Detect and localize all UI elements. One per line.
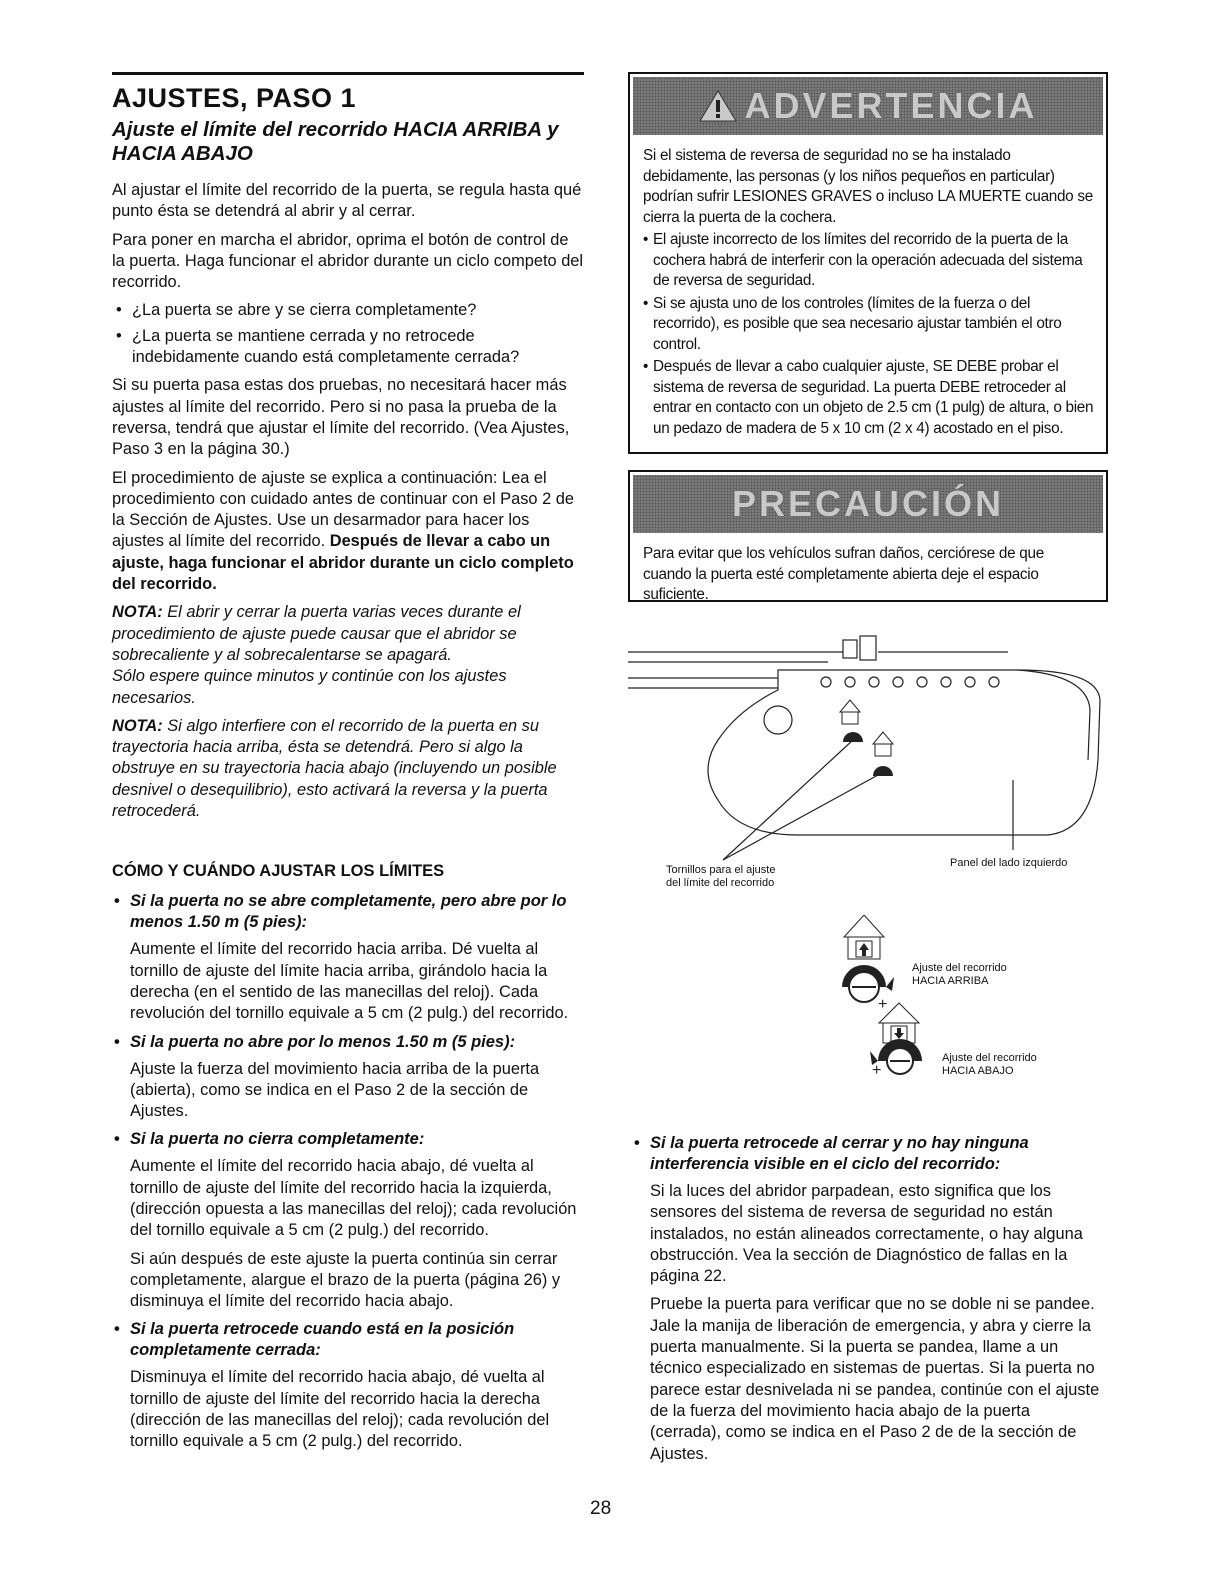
screws-label-line: Tornillos para el ajuste: [666, 864, 776, 876]
reverse-case-heading: • Si la puerta retrocede al cerrar y no hay ninguna interferencia visible en el ciclo del recorrido:: [632, 1133, 1102, 1175]
note-wait: Sólo espere quince minutos y continúe con los ajustes necesarios.: [112, 667, 507, 707]
section-title: AJUSTES, PASO 1: [112, 83, 357, 113]
up-arrow-house-icon: [844, 915, 884, 959]
procedure-paragraph: [112, 468, 584, 596]
warning-item: • Después de llevar a cabo cualquier ajuste, SE DEBE probar el sistema de reversa de seguridad. La puerta DEBE retroceder al entrar en contacto con un objeto de 2.5 cm (1 pulg) de altura, o bien un pedazo de madera de 5 x 10 cm (2 x 4) acostado en el piso.: [643, 357, 1094, 439]
screws-label: [666, 864, 775, 890]
question-item: • ¿La puerta se mantiene cerrada y no retrocede indebidamente cuando está completamente cerrada?: [112, 326, 584, 369]
right-text-block: [632, 1127, 1102, 1472]
svg-text:+: +: [878, 996, 888, 1013]
test-questions: [112, 300, 584, 368]
warning-triangle-icon: [698, 89, 738, 123]
down-label-line: Ajuste del recorrido: [942, 1052, 1037, 1064]
tests-paragraph: Si su puerta pasa estas dos pruebas, no necesitará hacer más ajustes al límite del recorrido. Pero si no pasa la prueba de la reversa, tendrá que ajustar el límite del recorrido. (Vea Ajustes, Paso 3 en la página 30.): [112, 376, 570, 459]
down-label-line: HACIA ABAJO: [942, 1065, 1014, 1077]
warning-box: [628, 72, 1108, 454]
case-heading: • Si la puerta no se abre completamente, pero abre por lo menos 1.50 m (5 pies):: [112, 891, 584, 933]
warning-item: • El ajuste incorrecto de los límites del recorrido de la puerta de la cochera habrá de interferir con la operación adecuada del sistema de reversa de seguridad.: [643, 230, 1094, 292]
note-interference: [112, 716, 584, 822]
note-text: Si algo interfiere con el recorrido de la puerta en su trayectoria hacia arriba, ésta se detendrá. Pero si algo la obstruye en su trayectoria hacia abajo (incluyendo un posible desnivel o desequilibrio), esto activará la reversa y la puerta retrocederá.: [112, 716, 557, 821]
case-heading: • Si la puerta no cierra completamente:: [112, 1129, 584, 1150]
adjust-icons: [834, 915, 944, 1075]
caution-body: [630, 536, 1106, 618]
warning-item: • Si se ajusta uno de los controles (límites de la fuerza o del recorrido), es posible que sea necesario ajustar también el otro control.: [643, 294, 1094, 356]
warning-title: ADVERTENCIA: [744, 85, 1038, 126]
panel-label: Panel del lado izquierdo: [950, 857, 1068, 869]
note-overheat: [112, 602, 584, 666]
case-text: Si aún después de este ajuste la puerta continúa sin cerrar completamente, alargue el brazo de la puerta (página 26) y disminuya el límite del recorrido hacia abajo.: [130, 1249, 561, 1311]
title-rule: [112, 72, 584, 75]
case-text: Disminuya el límite del recorrido hacia abajo, dé vuelta al tornillo de ajuste del límite del recorrido hacia la derecha (dirección de las manecillas del reloj); cada revolución del tornillo equivale a 5 cm (2 pulg.) del recorrido.: [130, 1368, 550, 1451]
page-number: 28: [590, 1498, 612, 1519]
caution-box: [628, 470, 1108, 602]
case-heading: • Si la puerta retrocede cuando está en la posición completamente cerrada:: [112, 1319, 584, 1361]
question-item: • ¿La puerta se abre y se cierra completamente?: [112, 300, 584, 321]
reverse-case-text: Pruebe la puerta para verificar que no se doble ni se pandee. Jale la manija de liberación de emergencia, y abra y cierre la puerta manualmente. Si la puerta se pandea, llame a un técnico especializado en sistemas de puertas. Si la puerta no parece estar desnivelada ni se pandea, continúe con el ajuste de la fuerza del movimiento hacia abajo de la puerta (cerrada), como se indica en el Paso 2 de de la sección de Ajustes.: [650, 1295, 1100, 1463]
up-adjust-label: [912, 962, 1007, 988]
down-adjust-label: [942, 1052, 1037, 1078]
screw-up-icon: [840, 700, 863, 742]
procedure-bold-text: Después de llevar a cabo un ajuste, haga funcionar el abridor durante un ciclo completo del recorrido.: [112, 532, 574, 594]
note-label: NOTA:: [112, 603, 163, 622]
operation-paragraph: Para poner en marcha el abridor, oprima el botón de control de la puerta. Haga funcionar el abridor durante un ciclo competo del recorrido.: [112, 230, 584, 292]
case-heading: • Si la puerta no abre por lo menos 1.50 m (5 pies):: [112, 1032, 584, 1053]
warning-intro: Si el sistema de reversa de seguridad no se ha instalado debidamente, las personas (y los niños pequeños en particular) podrían sufrir LESIONES GRAVES o incluso LA MUERTE cuando se cierra la puerta de la cochera.: [643, 147, 1093, 226]
left-column: [112, 72, 584, 1460]
caution-header: [633, 475, 1103, 533]
case-text: Aumente el límite del recorrido hacia arriba. Dé vuelta al tornillo de ajuste del límite hacia arriba, girándolo hacia la derecha (en el sentido de las manecillas del reloj). Cada revolución del tornillo equivale a 5 cm (2 pulg.) del recorrido.: [130, 940, 569, 1023]
case-text: Ajuste la fuerza del movimiento hacia arriba de la puerta (abierta), como se indica en el Paso 2 de la sección de Ajustes.: [130, 1059, 540, 1121]
case-text: Aumente el límite del recorrido hacia abajo, dé vuelta al tornillo de ajuste del límite del recorrido hacia la izquierda, (dirección opuesta a las manecillas del reloj); cada revolución del tornillo equivale a 5 cm (2 pulg.) del recorrido.: [130, 1157, 577, 1240]
note-text: El abrir y cerrar la puerta varias veces durante el procedimiento de ajuste puede causar que el abridor se sobrecaliente y al sobrecalentarse se apagará.: [112, 603, 521, 664]
caution-title: PRECAUCIÓN: [731, 483, 1004, 524]
up-label-line: HACIA ARRIBA: [912, 975, 989, 987]
screw-down-icon: [873, 732, 893, 776]
warning-header: [633, 77, 1103, 135]
procedure-text: El procedimiento de ajuste se explica a continuación: Lea el procedimiento con cuidado antes de continuar con el Paso 2 de la Sección de Ajustes. Use un desarmador para hacer los ajustes al límite del recorrido.: [112, 468, 574, 551]
section-subtitle: Ajuste el límite del recorrido HACIA ARRIBA y HACIA ABAJO: [112, 118, 559, 165]
note-label: NOTA:: [112, 716, 163, 735]
down-screw-icon: [870, 1039, 922, 1075]
how-when-heading: CÓMO Y CUÁNDO AJUSTAR LOS LÍMITES: [112, 862, 445, 881]
up-label-line: Ajuste del recorrido: [912, 962, 1007, 974]
screws-label-line: del límite del recorrido: [666, 877, 775, 889]
caution-text: Para evitar que los vehículos sufran daños, cerciórese de que cuando la puerta esté completamente abierta deje el espacio suficiente.: [643, 545, 1044, 603]
svg-text:+: +: [872, 1062, 882, 1075]
warning-list: [643, 230, 1094, 439]
intro-paragraph: Al ajustar el límite del recorrido de la puerta, se regula hasta qué punto ésta se detendrá al abrir y al cerrar.: [112, 181, 582, 221]
reverse-case-text: Si la luces del abridor parpadean, esto significa que los sensores del sistema de reversa de seguridad no están instalados, no están alineados correctamente, o hay alguna obstrucción. Vea la sección de Diagnóstico de fallas en la página 22.: [650, 1182, 1083, 1286]
warning-body: [630, 138, 1106, 451]
up-screw-icon: [842, 965, 894, 1013]
